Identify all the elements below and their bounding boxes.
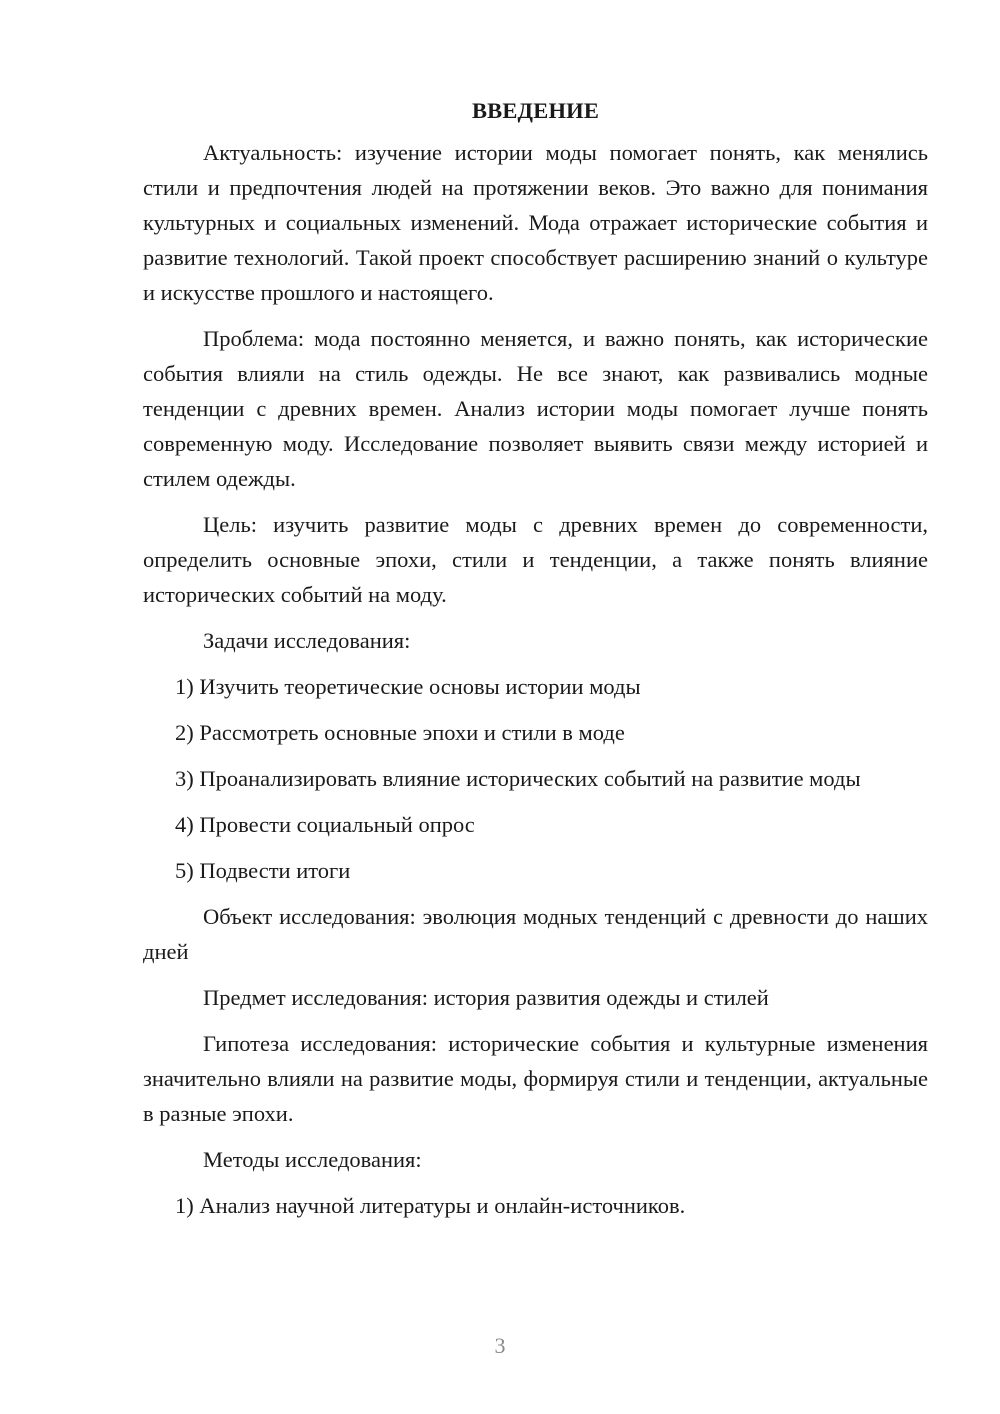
paragraph-tasks-heading: Задачи исследования: <box>203 628 411 653</box>
list-item: 3) Проанализировать влияние исторических событий на развитие моды <box>175 766 861 791</box>
document-body <box>143 96 928 1234</box>
list-item: 1) Изучить теоретические основы истории моды <box>175 674 641 699</box>
section-title: ВВЕДЕНИЕ <box>471 98 600 123</box>
list-item: 4) Провести социальный опрос <box>175 812 475 837</box>
paragraph-methods-heading: Методы исследования: <box>203 1147 422 1172</box>
paragraph-goal: Цель: изучить развитие моды с древних времен до современности, определить основные эпохи, стили и тенденции, а также понять влияние исторических событий на моду. <box>143 512 928 607</box>
list-item: 1) Анализ научной литературы и онлайн-источников. <box>175 1193 686 1218</box>
page-number: 3 <box>494 1333 506 1358</box>
paragraph-object: Объект исследования: эволюция модных тенденций с древности до наших дней <box>143 904 928 964</box>
list-item: 5) Подвести итоги <box>175 858 351 883</box>
paragraph-subject: Предмет исследования: история развития одежды и стилей <box>203 985 769 1010</box>
paragraph-hypothesis: Гипотеза исследования: исторические события и культурные изменения значительно влияли на развитие моды, формируя стили и тенденции, актуальные в разные эпохи. <box>143 1031 928 1126</box>
paragraph-relevance: Актуальность: изучение истории моды помогает понять, как менялись стили и предпочтения людей на протяжении веков. Это важно для понимания культурных и социальных изменений. Мода отражает исторические события и развитие технологий. Такой проект способствует расширению знаний о культуре и искусстве прошлого и настоящего. <box>143 140 928 305</box>
paragraph-problem: Проблема: мода постоянно меняется, и важно понять, как исторические события влияли на стиль одежды. Не все знают, как развивались модные тенденции с древних времен. Анализ истории моды помогает лучше понять современную моду. Исследование позволяет выявить связи между историей и стилем одежды. <box>143 326 928 491</box>
list-item: 2) Рассмотреть основные эпохи и стили в моде <box>175 720 625 745</box>
